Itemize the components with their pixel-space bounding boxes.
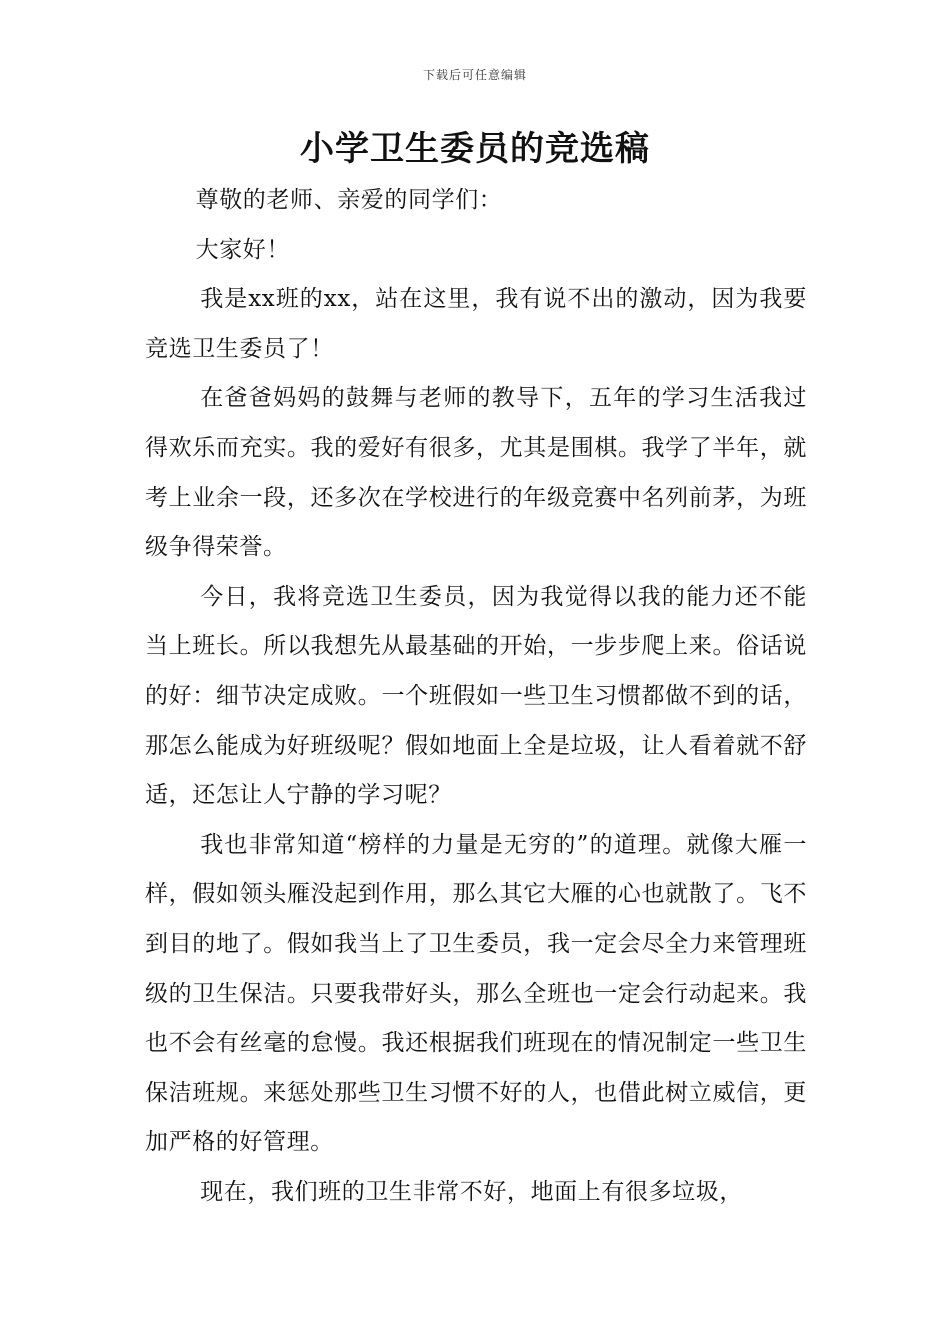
header-note: 下载后可任意编辑	[422, 68, 527, 82]
paragraph-1: 我是xx班的xx，站在这里，我有说不出的激动，因为我要竞选卫生委员了！	[145, 286, 807, 362]
document-title: 小学卫生委员的竞选稿	[300, 129, 650, 169]
salutation: 尊敬的老师、亲爱的同学们：	[195, 187, 503, 213]
paragraph-5: 现在，我们班的卫生非常不好，地面上有很多垃圾，	[200, 1178, 743, 1205]
document-body	[145, 176, 807, 1217]
paragraph-4: 我也非常知道“榜样的力量是无穷的”的道理。就像大雁一样，假如领头雁没起到作用，那么其它大雁的心也就散了。飞不到目的地了。假如我当上了卫生委员，我一定会尽全力来管理班级的卫生保洁。只要我带好头，那么全班也一定会行动起来。我也不会有丝毫的怠慢。我还根据我们班现在的情况制定一些卫生保洁班规。来惩处那些卫生习惯不好的人，也借此树立威信，更加严格的好管理。	[145, 831, 807, 1156]
paragraph-3: 今日，我将竞选卫生委员，因为我觉得以我的能力还不能当上班长。所以我想先从最基础的开始，一步步爬上来。俗话说的好：细节决定成败。一个班假如一些卫生习惯都做不到的话，那怎么能成为好班级呢？假如地面上全是垃圾，让人看着就不舒适，还怎让人宁静的学习呢？	[145, 583, 807, 809]
greeting: 大家好！	[195, 236, 290, 263]
paragraph-2: 在爸爸妈妈的鼓舞与老师的教导下，五年的学习生活我过得欢乐而充实。我的爱好有很多，尤其是围棋。我学了半年，就考上业余一段，还多次在学校进行的年级竞赛中名列前茅，为班级争得荣誉。	[145, 385, 807, 561]
